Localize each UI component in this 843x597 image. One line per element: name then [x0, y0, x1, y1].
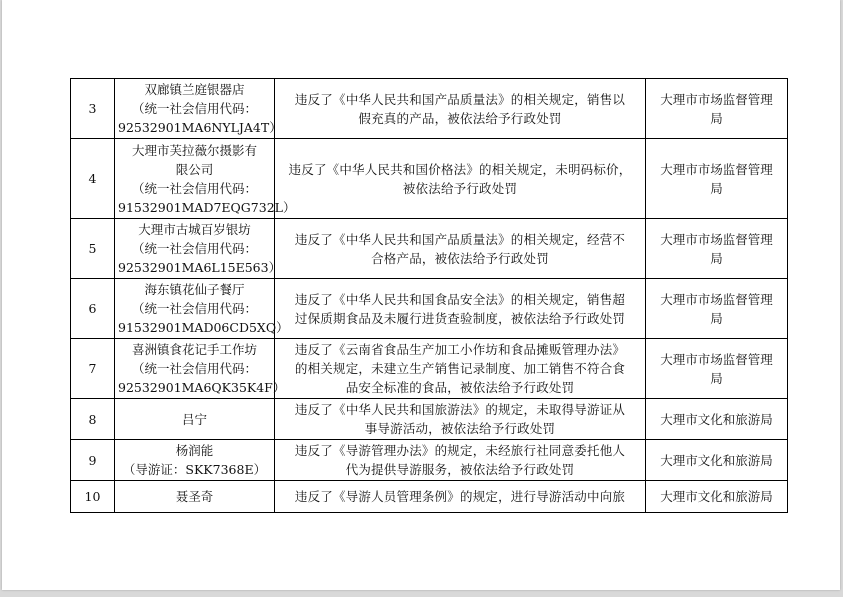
- penalizing-authority-cell: [646, 481, 788, 513]
- row-index-cell: 3: [71, 79, 115, 139]
- penalizing-authority-line: 局: [710, 180, 723, 196]
- violation-description-line: 代为提供导游服务，被依法给予行政处罚: [345, 462, 575, 477]
- violation-description-cell: [275, 339, 646, 399]
- entity-name-line: 聂圣奇: [175, 489, 214, 504]
- entity-name-line: （统一社会信用代码：: [131, 301, 257, 316]
- penalizing-authority-cell: [646, 399, 788, 440]
- violation-description-line: 合格产品，被依法给予行政处罚: [371, 250, 549, 266]
- penalizing-authority-line: 大理市市场监督管理: [660, 91, 773, 107]
- violation-description-line: 事导游活动，被依法给予行政处罚: [364, 421, 556, 436]
- entity-name-line: 杨润能: [175, 443, 214, 458]
- entity-name-line: 大理市古城百岁银坊: [138, 222, 251, 237]
- entity-name-line: 92532901MA6NYLJA4T）: [118, 120, 282, 135]
- violation-description-line: 被依法给予行政处罚: [402, 180, 518, 196]
- penalizing-authority-cell: [646, 440, 788, 481]
- penalizing-authority-cell: [646, 279, 788, 339]
- violation-description-cell: [275, 481, 646, 513]
- penalizing-authority-line: 大理市文化和旅游局: [660, 452, 773, 468]
- penalty-table-body: [71, 79, 788, 513]
- violation-description-line: 违反了《中华人民共和国价格法》的相关规定，未明码标价，: [288, 161, 632, 177]
- entity-name-line: 大理市芙拉薇尔摄影有: [131, 142, 257, 158]
- entity-name-line: 92532901MA6QK35K4F）: [118, 380, 286, 395]
- row-index-cell: 4: [71, 139, 115, 219]
- table-row: [71, 219, 788, 279]
- row-index-cell: 5: [71, 219, 115, 279]
- entity-name-line: 91532901MAD7EQG732L）: [118, 199, 296, 215]
- penalizing-authority-line: 大理市文化和旅游局: [660, 411, 773, 427]
- violation-description-cell: [275, 139, 646, 219]
- violation-description-line: 违反了《中华人民共和国旅游法》的规定，未取得导游证从: [294, 402, 626, 417]
- entity-name-line: 91532901MAD06CD5XQ）: [118, 320, 289, 335]
- penalizing-authority-line: 局: [710, 250, 723, 266]
- violation-description-line: 违反了《中华人民共和国食品安全法》的相关规定，销售超: [294, 291, 626, 307]
- table-row: [71, 139, 788, 219]
- penalizing-authority-cell: [646, 139, 788, 219]
- entity-name-cell: [115, 481, 275, 513]
- penalizing-authority-cell: [646, 79, 788, 139]
- violation-description-cell: [275, 440, 646, 481]
- table-row: [71, 279, 788, 339]
- violation-description-cell: [275, 79, 646, 139]
- entity-name-line: 92532901MA6L15E563）: [118, 260, 282, 275]
- penalizing-authority-cell: [646, 339, 788, 399]
- entity-name-cell: [115, 139, 296, 219]
- violation-description-line: 违反了《导游人员管理条例》的规定，进行导游活动中向旅: [294, 489, 626, 504]
- entity-name-line: （统一社会信用代码：: [131, 241, 257, 256]
- entity-name-cell: [115, 79, 282, 139]
- entity-name-line: （统一社会信用代码：: [131, 180, 257, 196]
- violation-description-line: 违反了《云南省食品生产加工小作坊和食品摊贩管理办法》: [294, 342, 626, 357]
- table-row: [71, 481, 788, 513]
- penalizing-authority-line: 局: [710, 370, 723, 386]
- violation-description-cell: [275, 219, 646, 279]
- violation-description-line: 假充真的产品，被依法给予行政处罚: [358, 110, 562, 126]
- table-row: [71, 79, 788, 139]
- violation-description-line: 违反了《导游管理办法》的规定，未经旅行社同意委托他人: [294, 443, 626, 458]
- table-row: [71, 339, 788, 399]
- document-page: [2, 0, 840, 590]
- entity-name-cell: [115, 339, 286, 399]
- penalizing-authority-line: 大理市文化和旅游局: [660, 489, 773, 504]
- row-index-cell: 6: [71, 279, 115, 339]
- entity-name-line: 吕宁: [181, 411, 207, 427]
- entity-name-line: 喜洲镇食花记手工作坊: [131, 342, 257, 357]
- entity-name-line: 双廊镇兰庭银器店: [144, 82, 245, 97]
- violation-description-line: 的相关规定，未建立生产销售记录制度、加工销售不符合食: [294, 361, 626, 376]
- penalizing-authority-line: 局: [710, 110, 723, 126]
- entity-name-line: （导游证：SKK7368E）: [122, 462, 267, 477]
- penalizing-authority-cell: [646, 219, 788, 279]
- row-index-cell: 7: [71, 339, 115, 399]
- entity-name-cell: [115, 219, 282, 279]
- row-index-cell: 9: [71, 440, 115, 481]
- violation-description-cell: [275, 279, 646, 339]
- entity-name-cell: [115, 279, 289, 339]
- violation-description-line: 品安全标准的食品，被依法给予行政处罚: [345, 380, 575, 395]
- violation-description-line: 违反了《中华人民共和国产品质量法》的相关规定，经营不: [294, 231, 626, 247]
- penalizing-authority-line: 大理市市场监督管理: [660, 351, 773, 367]
- penalty-table: [70, 78, 788, 513]
- violation-description-line: 过保质期食品及未履行进货查验制度，被依法给予行政处罚: [294, 310, 626, 326]
- table-row: [71, 399, 788, 440]
- entity-name-line: 限公司: [175, 161, 214, 177]
- violation-description-line: 违反了《中华人民共和国产品质量法》的相关规定，销售以: [294, 91, 626, 107]
- entity-name-line: 海东镇花仙子餐厅: [144, 282, 245, 297]
- penalizing-authority-line: 大理市市场监督管理: [660, 231, 773, 247]
- entity-name-cell: [115, 399, 275, 440]
- entity-name-line: （统一社会信用代码：: [131, 101, 257, 116]
- entity-name-cell: [115, 440, 275, 481]
- penalizing-authority-line: 大理市市场监督管理: [660, 161, 773, 177]
- entity-name-line: （统一社会信用代码：: [131, 361, 257, 376]
- penalizing-authority-line: 局: [710, 310, 723, 326]
- row-index-cell: 8: [71, 399, 115, 440]
- table-row: [71, 440, 788, 481]
- row-index-cell: 10: [71, 481, 115, 513]
- penalizing-authority-line: 大理市市场监督管理: [660, 291, 773, 307]
- violation-description-cell: [275, 399, 646, 440]
